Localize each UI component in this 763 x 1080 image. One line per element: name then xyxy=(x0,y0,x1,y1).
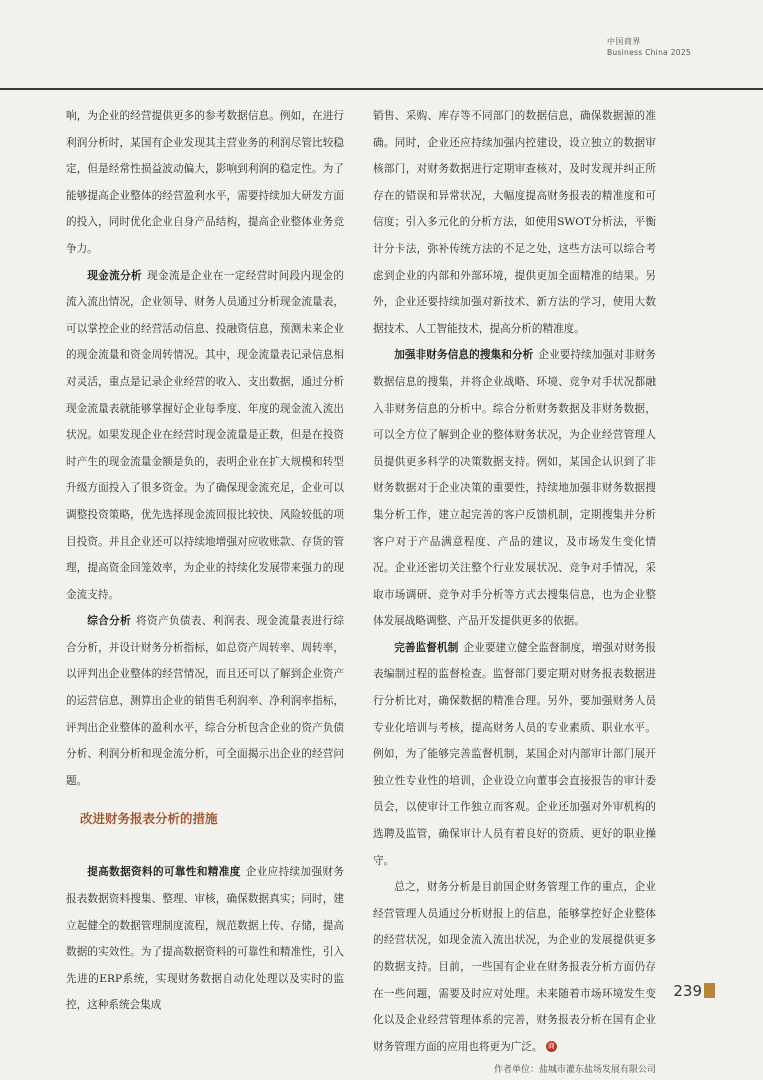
lead-supervision: 完善监督机制 xyxy=(394,641,459,654)
paragraph-data-reliability xyxy=(66,859,344,1019)
publication-name-en: Business China 2025 xyxy=(606,48,691,57)
publication-name-cn: 中国商界 xyxy=(606,37,641,46)
paragraph-conclusion xyxy=(373,874,656,1060)
header-rule xyxy=(0,88,763,90)
page-number-text: 239 xyxy=(673,982,702,1000)
paragraph-cashflow xyxy=(66,263,344,609)
text-data-reliability: 企业应持续加强财务报表数据资料搜集、整理、审核，确保数据真实；同时，建立起健全的数据管理制度流程，规范数据上传、存储，提高数据的实效性。为了提高数据资料的可靠性和精准性，引入先进的ERP系统，实现财务数据自动化处理以及实时的监控，这种系统会集成 xyxy=(66,866,345,1012)
paragraph-continued: 响，为企业的经营提供更多的参考数据信息。例如，在进行利润分析时，某国有企业发现其主营业务的利润尽管比较稳定，但是经常性损益波动偏大，影响到利润的稳定性。为了能够提高企业整体的经营盈利水平，需要持续加大研发方面的投入，同时优化企业自身产品结构，提高企业整体业务竞争力。 xyxy=(66,110,344,255)
lead-comprehensive: 综合分析 xyxy=(87,615,132,628)
text-supervision: 企业要建立健全监督制度，增强对财务报表编制过程的监督检查。监督部门要定期对财务报表数据进行分析比对，确保数据的精准合理。另外，要加强财务人员专业化培训与考核，提高财务人员的专业素质、职业水平。例如，为了能够完善监督机制，某国企对内部审计部门展开独立性专业性的培训，企业设立向董事会直接报告的审计委员会，以使审计工作独立而客观。企业还加强对外审机构的选聘及监管，确保审计人员有着良好的资质、更好的职业操守。 xyxy=(373,641,657,867)
lead-data-reliability: 提高数据资料的可靠性和精准度 xyxy=(87,866,241,879)
section-title: 改进财务报表分析的措施 xyxy=(80,811,218,827)
paragraph-nonfinancial xyxy=(373,342,656,635)
text-comprehensive: 将资产负债表、利润表、现金流量表进行综合分析，并设计财务分析指标，如总资产周转率、周转率，以评判出企业整体的经营情况，而且还可以了解到企业资产的运营信息，测算出企业的销售毛利润率、净利润率指标，评判出企业整体的盈利水平，综合分析包含企业的资产负债分析、利润分析和现金流分析，可全面揭示出企业的经营问题。 xyxy=(66,615,344,787)
text-conclusion: 总之，财务分析是目前国企财务管理工作的重点，企业经营管理人员通过分析财报上的信息，能够掌控好企业整体的经营状况，如现金流入流出状况，为企业的发展提供更多的数据支持。目前，一些国有企业在财务报表分析方面仍存在一些问题，需要及时应对处理。未来随着市场环境发生变化以及企业经营管理体系的完善，财务报表分析在国有企业财务管理方面的应用也将更为广泛。 xyxy=(373,881,656,1053)
article-end-icon: 商 xyxy=(547,1042,555,1051)
page-number-bar xyxy=(704,983,715,998)
running-header xyxy=(607,36,691,57)
paragraph-comprehensive xyxy=(66,608,344,794)
author-affiliation: 作者单位：盐城市灌东盐场发展有限公司 xyxy=(493,1065,656,1076)
lead-nonfinancial: 加强非财务信息的搜集和分析 xyxy=(394,349,534,362)
lead-cashflow: 现金流分析 xyxy=(87,269,143,282)
paragraph-continued-right: 销售、采购、库存等不同部门的数据信息，确保数据源的准确。同时，企业还应持续加强内控建设，设立独立的数据审核部门，对财务数据进行定期审查核对，及时发现并纠正所存在的错误和异常状况，大幅度提高财务报表的精准度和可信度；引入多元化的分析方法，如使用SWOT分析法，平衡计分卡法，弥补传统方法的不足之处，这些方法可以综合考虑到企业的内部和外部环境，提供更加全面精准的结果。另外，企业还要持续加强对新技术、新方法的学习，使用大数据技术、人工智能技术，提高分析的精准度。 xyxy=(373,110,656,335)
right-column xyxy=(373,103,656,1080)
page-number xyxy=(673,982,715,1000)
paragraph-supervision xyxy=(373,635,656,874)
left-column xyxy=(66,103,344,1019)
text-nonfinancial: 企业要持续加强对非财务数据信息的搜集，并将企业战略、环境、竞争对手状况都融入非财务信息的分析中。综合分析财务数据及非财务数据，可以全方位了解到企业的整体财务状况，为企业经营管理人员提供更多科学的决策数据支持。例如，某国企认识到了非财务数据对于企业决策的重要性，持续地加强非财务数据搜集分析工作，建立起完善的客户反馈机制，定期搜集并分析客户对于产品满意程度、产品的建议，及市场发生变化情况。企业还密切关注整个行业发展状况、竞争对手情况，采取市场调研、竞争对手分析等方式去搜集信息，也为企业整体发展战略调整、产品开发提供更多的依据。 xyxy=(373,349,657,628)
text-cashflow: 现金流是企业在一定经营时间段内现金的流入流出情况，企业领导、财务人员通过分析现金流量表，可以掌控企业的经营活动信息、投融资信息，预测未来企业的现金流量和资金周转情况。其中，现金流量表记录信息相对灵活，重点是记录企业经营的收入、支出数据，通过分析现金流量表就能够掌握好企业每季度、年度的现金流入流出状况。如果发现企业在经营时现金流量是正数，但是在投资时产生的现金流量金额是负的，表明企业在扩大规模和转型升级方面投入了很多资金。为了确保现金流充足，企业可以调整投资策略，优先选择现金流回报比较快、风险较低的项目投资。并且企业还可以持续地增强对应收账款、存货的管理，提高资金回笼效率，为企业的持续化发展带来强力的现金流支持。 xyxy=(66,269,345,601)
